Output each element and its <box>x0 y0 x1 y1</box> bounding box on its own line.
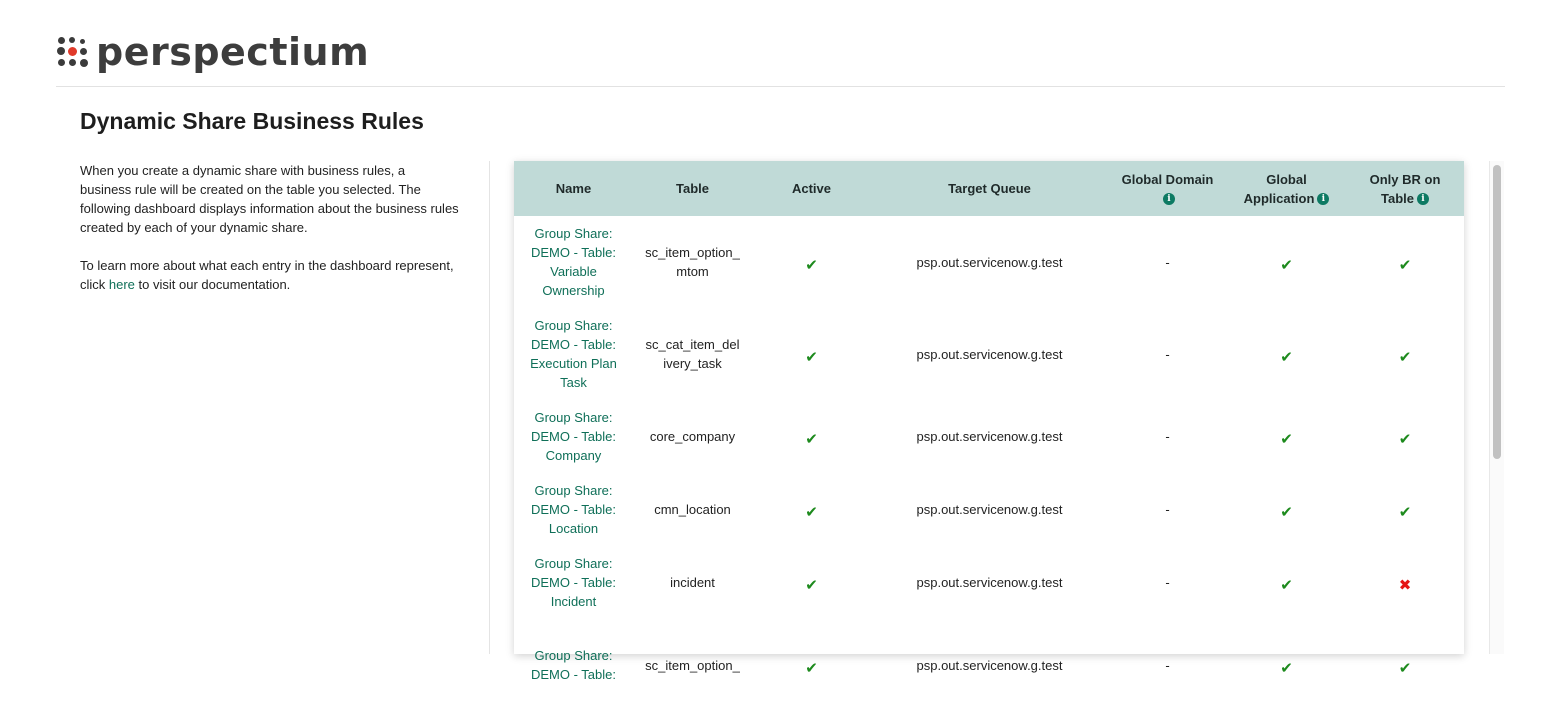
global-domain-cell <box>1108 400 1227 473</box>
global-domain-cell-text: - <box>1165 502 1170 517</box>
target-queue-cell <box>871 400 1108 473</box>
global-application-cell <box>1227 619 1346 711</box>
check-icon: ✔ <box>805 348 818 366</box>
global-domain-cell-text: - <box>1165 254 1170 270</box>
rule-name-link[interactable] <box>514 216 633 308</box>
page-header <box>56 0 1505 87</box>
global-domain-cell <box>1108 546 1227 619</box>
dots-logo-icon <box>56 35 90 69</box>
global-domain-cell-text: - <box>1165 346 1170 362</box>
only-br-cell <box>1346 473 1464 546</box>
column-header-global-domain[interactable] <box>1108 161 1227 216</box>
check-icon: ✔ <box>805 256 818 274</box>
global-application-cell <box>1227 308 1346 400</box>
scrollbar-thumb[interactable] <box>1493 165 1501 459</box>
table-name-cell <box>633 619 752 711</box>
only-br-cell <box>1346 308 1464 400</box>
target-queue-cell <box>871 473 1108 546</box>
table-name-cell-text: cmn_location <box>654 502 731 517</box>
info-icon[interactable]: i <box>1417 193 1429 205</box>
target-queue-cell-text: psp.out.servicenow.g.test <box>916 502 1063 517</box>
rule-name-link[interactable] <box>514 473 633 546</box>
target-queue-cell <box>871 216 1108 308</box>
rule-name-link-text: Group Share: DEMO - Table: Incident <box>530 556 616 609</box>
table-name-cell-text: sc_item_option_ <box>645 657 740 673</box>
only-br-cell <box>1346 216 1464 308</box>
only-br-cell <box>1346 400 1464 473</box>
table-header-row <box>514 161 1464 216</box>
global-domain-cell <box>1108 619 1227 711</box>
check-icon: ✔ <box>1398 431 1412 448</box>
check-icon: ✔ <box>1280 659 1293 677</box>
column-header-table[interactable]: Table <box>676 181 709 196</box>
intro-text <box>80 161 460 313</box>
intro-paragraph-docs <box>80 256 460 294</box>
vertical-scrollbar[interactable] <box>1489 161 1504 654</box>
check-icon: ✔ <box>1398 659 1412 677</box>
only-br-cell <box>1346 546 1464 619</box>
documentation-link[interactable]: here <box>108 277 135 292</box>
target-queue-cell <box>871 546 1108 619</box>
column-header-global-application[interactable] <box>1227 161 1346 216</box>
page-title: Dynamic Share Business Rules <box>80 108 424 134</box>
global-application-cell <box>1227 400 1346 473</box>
check-icon: ✔ <box>805 431 818 448</box>
table-name-cell-text: core_company <box>649 429 736 444</box>
rule-name-link[interactable] <box>514 400 633 473</box>
target-queue-cell-text: psp.out.servicenow.g.test <box>916 429 1063 444</box>
cross-icon: ✖ <box>1398 577 1412 594</box>
table-name-cell <box>633 400 752 473</box>
target-queue-cell-text: psp.out.servicenow.g.test <box>916 254 1063 270</box>
intro-text-before-link: To learn more about what each entry in the dashboard represent, click <box>80 258 454 292</box>
info-icon[interactable]: i <box>1317 193 1329 205</box>
global-application-cell <box>1227 473 1346 546</box>
table-row <box>514 546 1464 619</box>
intro-text-after-link: to visit our documentation. <box>134 277 291 292</box>
global-domain-cell-text: - <box>1165 575 1170 590</box>
check-icon: ✔ <box>1280 256 1293 274</box>
target-queue-cell <box>871 308 1108 400</box>
column-header-active[interactable]: Active <box>791 181 832 196</box>
check-icon: ✔ <box>1398 348 1412 366</box>
table-name-cell <box>633 473 752 546</box>
active-cell <box>752 400 871 473</box>
column-header-global-application-label: Global Application <box>1243 171 1315 206</box>
table-name-cell-text: sc_cat_item_del ivery_task <box>645 337 740 371</box>
rule-name-link[interactable] <box>514 546 633 619</box>
table-name-cell <box>633 546 752 619</box>
check-icon: ✔ <box>1280 504 1293 521</box>
rule-name-link-text: Group Share: DEMO - Table: Company <box>530 410 616 463</box>
check-icon: ✔ <box>805 659 818 677</box>
table-name-cell <box>633 216 752 308</box>
check-icon: ✔ <box>805 577 818 594</box>
target-queue-cell <box>871 619 1108 711</box>
table-row <box>514 308 1464 400</box>
global-application-cell <box>1227 216 1346 308</box>
check-icon: ✔ <box>1280 431 1293 448</box>
intro-paragraph: When you create a dynamic share with business rules, a business rule will be created on the table you selected. The following dashboard displays information about the business rules created by each of your dynamic share. <box>80 163 459 235</box>
table-row <box>514 619 1464 711</box>
brand-logo[interactable] <box>56 30 369 74</box>
active-cell <box>752 308 871 400</box>
global-domain-cell-text: - <box>1165 657 1170 673</box>
column-header-only-br[interactable] <box>1346 161 1464 216</box>
info-icon[interactable]: i <box>1163 193 1175 205</box>
check-icon: ✔ <box>1280 348 1293 366</box>
rule-name-link[interactable] <box>514 619 633 711</box>
table-row <box>514 473 1464 546</box>
target-queue-cell-text: psp.out.servicenow.g.test <box>916 575 1063 590</box>
check-icon: ✔ <box>1398 504 1412 521</box>
column-header-only-br-label: Only BR on Table <box>1369 171 1441 206</box>
table-name-cell <box>633 308 752 400</box>
active-cell <box>752 546 871 619</box>
target-queue-cell-text: psp.out.servicenow.g.test <box>916 657 1063 673</box>
active-cell <box>752 619 871 711</box>
global-domain-cell-text: - <box>1165 429 1170 444</box>
table-row <box>514 216 1464 308</box>
rule-name-link-text: Group Share: DEMO - Table: Location <box>530 483 616 536</box>
global-domain-cell <box>1108 308 1227 400</box>
check-icon: ✔ <box>1398 256 1412 274</box>
check-icon: ✔ <box>805 504 818 521</box>
column-header-name[interactable]: Name <box>555 181 592 196</box>
active-cell <box>752 216 871 308</box>
brand-name: perspectium <box>96 30 370 74</box>
rule-name-link-text: Group Share: DEMO - Table: <box>530 648 616 682</box>
table-name-cell-text: incident <box>670 575 715 590</box>
column-header-global-domain-label: Global Domain <box>1121 171 1214 187</box>
rule-name-link[interactable] <box>514 308 633 400</box>
check-icon: ✔ <box>1280 577 1293 594</box>
active-cell <box>752 473 871 546</box>
rule-name-link-text: Group Share: DEMO - Table: Execution Plan Task <box>530 318 617 390</box>
global-domain-cell <box>1108 473 1227 546</box>
global-domain-cell <box>1108 216 1227 308</box>
table-row <box>514 400 1464 473</box>
column-divider <box>489 161 490 654</box>
global-application-cell <box>1227 546 1346 619</box>
table-name-cell-text: sc_item_option_ mtom <box>645 245 740 279</box>
target-queue-cell-text: psp.out.servicenow.g.test <box>916 346 1063 362</box>
column-header-target-queue[interactable]: Target Queue <box>948 181 1031 196</box>
business-rules-table <box>514 161 1464 682</box>
rule-name-link-text: Group Share: DEMO - Table: Variable Ownership <box>530 226 616 298</box>
only-br-cell <box>1346 619 1464 711</box>
